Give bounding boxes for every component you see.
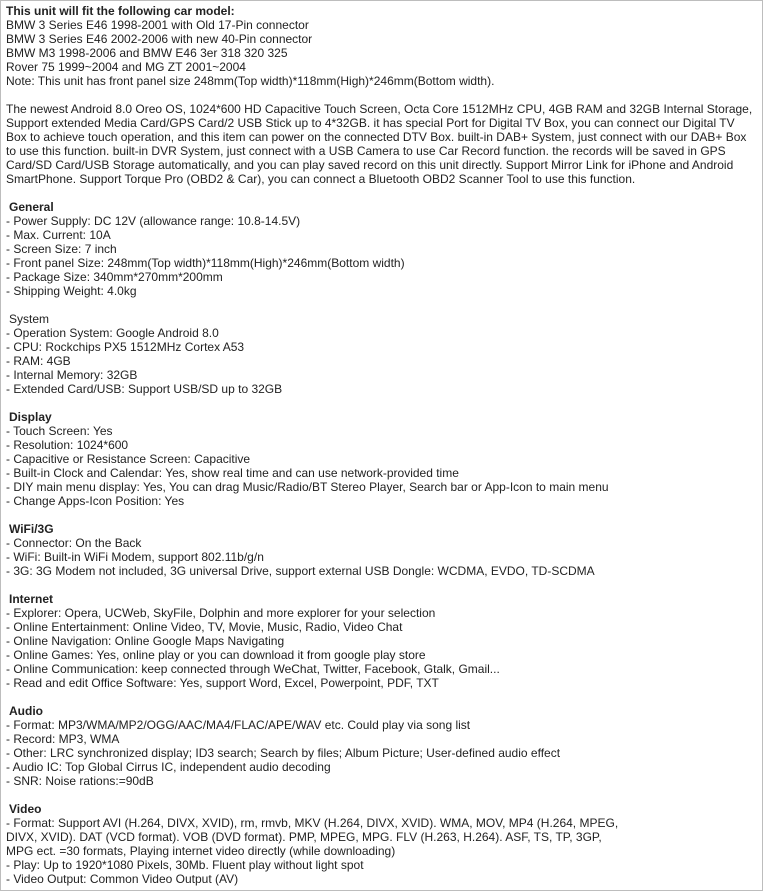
section-system [6,312,758,396]
spec-item: - DIY main menu display: Yes, You can drag Music/Radio/BT Stereo Player, Search bar or App-Icon to main menu [6,480,609,494]
fit-line: BMW M3 1998-2006 and BMW E46 3er 318 320 325 [6,46,288,60]
spec-item: - Screen Size: 7 inch [6,242,117,256]
section-wifi [6,522,758,578]
spec-item: - Online Navigation: Online Google Maps Navigating [6,634,285,648]
spec-item: - Play: Up to 1920*1080 Pixels, 30Mb. Fluent play without light spot [6,858,364,872]
section-heading: System [9,312,50,326]
spec-item: - Explorer: Opera, UCWeb, SkyFile, Dolphin and more explorer for your selection [6,606,436,620]
product-description [6,4,758,886]
intro-line: Card/SD Card/USB Storage automatically, and you can play saved record on this unit directly. Support Mirror Link for iPhone and Android [6,158,734,172]
section-heading: WiFi/3G [9,522,54,536]
spec-item: - Extended Card/USB: Support USB/SD up to 32GB [6,382,283,396]
spec-item: - Front panel Size: 248mm(Top width)*118mm(High)*246mm(Bottom width) [6,256,405,270]
fit-title: This unit will fit the following car model: [6,4,235,18]
spec-item: - Touch Screen: Yes [6,424,113,438]
spec-item: - Read and edit Office Software: Yes, support Word, Excel, Powerpoint, PDF, TXT [6,676,439,690]
section-display [6,410,758,508]
intro-line: The newest Android 8.0 Oreo OS, 1024*600 HD Capacitive Touch Screen, Octa Core 1512MHz CPU, 4GB RAM and 32GB Internal Storage, [6,102,753,116]
section-heading: Internet [9,592,54,606]
section-heading: General [9,200,54,214]
spec-item: - Format: Support AVI (H.264, DIVX, XVID), rm, rmvb, MKV (H.264, DIVX, XVID). WMA, MOV, MP4 (H.264, MPEG, [6,816,619,830]
intro-line: to use this function. built-in DVR System, just connect with a USB Camera to use Car Record function. the records will be saved in GPS [6,144,726,158]
spec-item: - Shipping Weight: 4.0kg [6,284,137,298]
spec-item: - SNR: Noise rations:=90dB [6,774,154,788]
section-heading: Display [9,410,52,424]
spec-item: - Audio IC: Top Global Cirrus IC, independent audio decoding [6,760,331,774]
section-video [6,802,758,886]
section-audio [6,704,758,788]
fit-line: Rover 75 1999~2004 and MG ZT 2001~2004 [6,60,246,74]
spec-item: - Package Size: 340mm*270mm*200mm [6,270,223,284]
fit-line: BMW 3 Series E46 2002-2006 with new 40-Pin connector [6,32,313,46]
spec-item: - WiFi: Built-in WiFi Modem, support 802.11b/g/n [6,550,264,564]
spec-item: - Record: MP3, WMA [6,732,120,746]
spec-item: - Format: MP3/WMA/MP2/OGG/AAC/MA4/FLAC/APE/WAV etc. Could play via song list [6,718,471,732]
section-heading: Audio [9,704,43,718]
spec-item: - Connector: On the Back [6,536,142,550]
spec-item: - Online Communication: keep connected through WeChat, Twitter, Facebook, Gtalk, Gmail... [6,662,500,676]
fit-note: Note: This unit has front panel size 248mm(Top width)*118mm(High)*246mm(Bottom width). [6,74,495,88]
spec-item: DIVX, XVID). DAT (VCD format). VOB (DVD format). PMP, MPEG, MPG. FLV (H.263, H.264). ASF, TS, TP, 3GP, [6,830,602,844]
spec-item: - Resolution: 1024*600 [6,438,129,452]
spec-item: - Power Supply: DC 12V (allowance range: 10.8-14.5V) [6,214,301,228]
spec-item: - Operation System: Google Android 8.0 [6,326,219,340]
intro-line: Box to achieve touch operation, and this item can power on the connected DTV Box. built-in DAB+ System, just connect with our DAB+ Box [6,130,747,144]
spec-item: - Built-in Clock and Calendar: Yes, show real time and can use network-provided time [6,466,459,480]
spec-item: - Internal Memory: 32GB [6,368,138,382]
spec-item: - Online Entertainment: Online Video, TV, Movie, Music, Radio, Video Chat [6,620,403,634]
fit-line: BMW 3 Series E46 1998-2001 with Old 17-Pin connector [6,18,309,32]
section-internet [6,592,758,690]
spec-item: MPG ect. =30 formats, Playing internet video directly (while downloading) [6,844,396,858]
intro-paragraph [6,102,758,186]
spec-item: - 3G: 3G Modem not included, 3G universal Drive, support external USB Dongle: WCDMA, EVDO, TD-SCDMA [6,564,595,578]
intro-line: SmartPhone. Support Torque Pro (OBD2 & Car), you can connect a Bluetooth OBD2 Scanner Tool to use this function. [6,172,636,186]
spec-item: - CPU: Rockchips PX5 1512MHz Cortex A53 [6,340,245,354]
spec-item: - RAM: 4GB [6,354,71,368]
section-general [6,200,758,298]
spec-item: - Other: LRC synchronized display; ID3 search; Search by files; Album Picture; User-defined audio effect [6,746,561,760]
spec-item: - Capacitive or Resistance Screen: Capacitive [6,452,251,466]
section-heading: Video [9,802,42,816]
spec-item: - Change Apps-Icon Position: Yes [6,494,185,508]
spec-item: - Video Output: Common Video Output (AV) [6,872,239,886]
spec-item: - Max. Current: 10A [6,228,111,242]
intro-line: Support extended Media Card/GPS Card/2 USB Stick up to 4*32GB. it has special Port for Digital TV Box, you can connect our Digital TV [6,116,735,130]
spec-item: - Online Games: Yes, online play or you can download it from google play store [6,648,426,662]
